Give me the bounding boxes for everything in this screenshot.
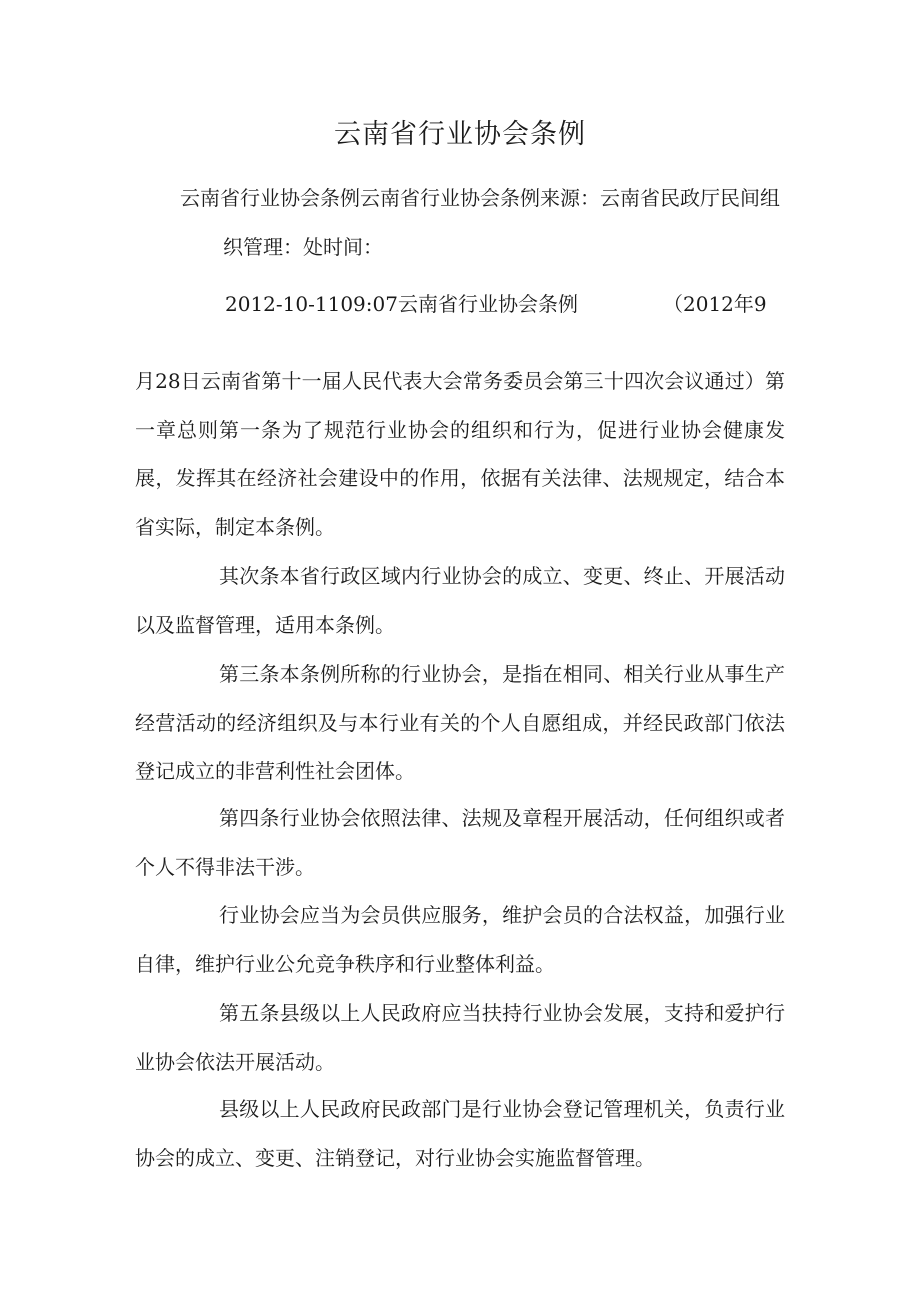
- paragraph-1: 月28日云南省第十一届人民代表大会常务委员会第三十四次会议通过）第一章总则第一条为了规范行业协会的组织和行为，促进行业协会健康发展，发挥其在经济社会建设中的作用，依据有关法律、法规规定，结合本省实际，制定本条例。: [135, 369, 785, 539]
- paragraph-2: 其次条本省行政区域内行业协会的成立、变更、终止、开展活动以及监督管理，适用本条例。: [135, 564, 785, 637]
- header-line-3-right: （2012年9: [663, 292, 767, 316]
- paragraph-7: 县级以上人民政府民政部门是行业协会登记管理机关，负责行业协会的成立、变更、注销登记，对行业协会实施监督管理。: [135, 1097, 785, 1170]
- paragraph-3: 第三条本条例所称的行业协会，是指在相同、相关行业从事生产经营活动的经济组织及与本行业有关的个人自愿组成，并经民政部门依法登记成立的非营利性社会团体。: [135, 662, 785, 783]
- document-title: 云南省行业协会条例: [334, 119, 586, 150]
- paragraph-4: 第四条行业协会依照法律、法规及章程开展活动，任何组织或者个人不得非法干涉。: [135, 806, 785, 879]
- paragraph-5: 行业协会应当为会员供应服务，维护会员的合法权益，加强行业自律，维护行业公允竞争秩序和行业整体利益。: [135, 903, 785, 976]
- header-line-1: 云南省行业协会条例云南省行业协会条例来源：云南省民政厅民间组: [180, 186, 780, 210]
- header-line-2: 织管理：处时间：: [223, 235, 383, 259]
- header-line-3-left: 2012-10-1109:07云南省行业协会条例: [225, 292, 578, 316]
- paragraph-6: 第五条县级以上人民政府应当扶持行业协会发展，支持和爱护行业协会依法开展活动。: [135, 1001, 785, 1074]
